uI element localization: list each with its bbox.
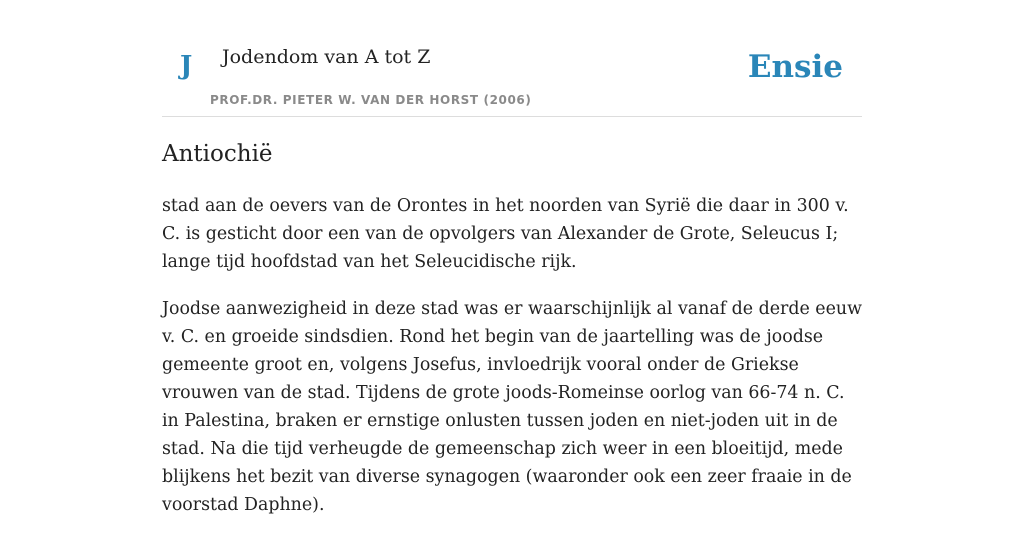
source-author: PROF.DR. PIETER W. VAN DER HORST (2006): [210, 93, 532, 107]
source-header: [162, 0, 862, 117]
entry-body: [162, 192, 866, 538]
entry-title: Antiochië: [162, 141, 273, 167]
article-container: [162, 0, 862, 515]
index-letter[interactable]: J: [180, 51, 193, 81]
ensie-logo[interactable]: Ensie: [747, 49, 843, 85]
source-title[interactable]: Jodendom van A tot Z: [222, 46, 431, 68]
entry-paragraph: stad aan de oevers van de Orontes in het noorden van Syrië die daar in 300 v. C. is gesticht door een van de opvolgers van Alexander de Grote, Seleucus I; lange tijd hoofdstad van het Seleucidische rijk.: [162, 196, 849, 272]
entry-paragraph: Joodse aanwezigheid in deze stad was er waarschijnlijk al vanaf de derde eeuw v. C. en groeide sindsdien. Rond het begin van de jaartelling was de joodse gemeente groot en, volgens Josefus, invloedrijk vooral onder de Griekse vrouwen van de stad. Tijdens de grote joods-Romeinse oorlog van 66-74 n. C. in Palestina, braken er ernstige onlusten tussen joden en niet-joden uit in de stad. Na die tijd verheugde de gemeenschap zich weer in een bloeitijd, mede blijkens het bezit van diverse synagogen (waaronder ook een zeer fraaie in de voorstad Daphne).: [162, 299, 862, 515]
